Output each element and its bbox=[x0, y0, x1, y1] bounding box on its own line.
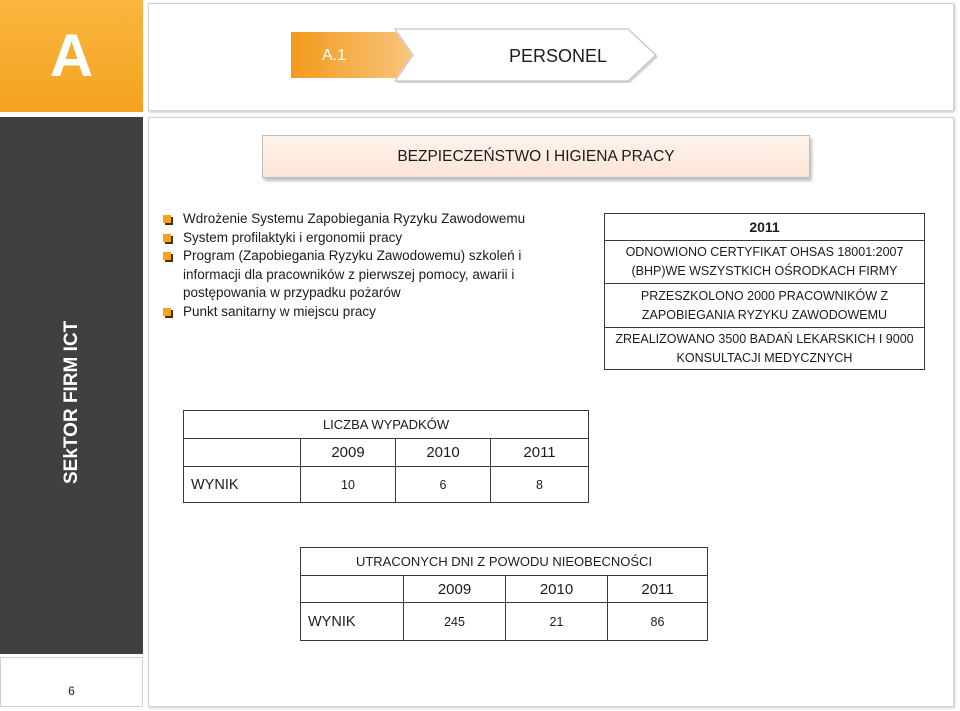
list-item-text: Wdrożenie Systemu Zapobiegania Ryzyku Zawodowemu bbox=[183, 211, 526, 226]
table-row bbox=[605, 241, 925, 284]
value-cell: 21 bbox=[506, 603, 608, 641]
achievements-table bbox=[604, 213, 925, 370]
year-header-cell: 2009 bbox=[404, 576, 506, 603]
table-row bbox=[301, 576, 708, 603]
section-letter: A bbox=[49, 22, 94, 89]
table-row bbox=[184, 467, 589, 503]
page-number: 6 bbox=[68, 684, 75, 698]
table-row bbox=[605, 328, 925, 370]
list-item-text: Punkt sanitarny w miejscu pracy bbox=[183, 303, 376, 319]
empty-corner-cell bbox=[301, 576, 404, 603]
achievement-item: PRZESZKOLONO 2000 PRACOWNIKÓW Z ZAPOBIEGANIA RYZYKU ZAWODOWEMU bbox=[605, 284, 925, 328]
row-label: WYNIK bbox=[301, 603, 404, 641]
accidents-table-title: LICZBA WYPADKÓW bbox=[184, 411, 589, 439]
list-item-text: Program (Zapobiegania Ryzyku Zawodowemu) szkoleń i informacji dla pracowników z pierwszej pomocy, awarii i postępowania w przypadku pożarów bbox=[183, 248, 522, 301]
table-row bbox=[605, 284, 925, 328]
achievement-item: ZREALIZOWANO 3500 BADAŃ LEKARSKICH I 9000 KONSULTACJI MEDYCZNYCH bbox=[605, 328, 925, 370]
empty-corner-cell bbox=[184, 439, 301, 467]
value-cell: 86 bbox=[608, 603, 708, 641]
section-letter-tile bbox=[0, 0, 143, 112]
year-header-cell: 2009 bbox=[301, 439, 396, 467]
absence-table-title: UTRACONYCH DNI Z POWODU NIEOBECNOŚCI bbox=[301, 548, 708, 576]
value-cell: 245 bbox=[404, 603, 506, 641]
value-cell: 6 bbox=[396, 467, 491, 503]
list-item bbox=[163, 303, 553, 322]
achievement-item: ODNOWIONO CERTYFIKAT OHSAS 18001:2007 (BHP)WE WSZYSTKICH OŚRODKACH FIRMY bbox=[605, 241, 925, 284]
square-bullet-icon bbox=[163, 252, 171, 260]
table-row bbox=[605, 214, 925, 241]
year-header-cell: 2011 bbox=[608, 576, 708, 603]
value-cell: 10 bbox=[301, 467, 396, 503]
page-number-box bbox=[0, 657, 143, 707]
page-title: BEZPIECZEŃSTWO I HIGIENA PRACY bbox=[262, 135, 810, 178]
table-row bbox=[301, 548, 708, 576]
year-header-cell: 2010 bbox=[396, 439, 491, 467]
square-bullet-icon bbox=[163, 234, 171, 242]
row-label: WYNIK bbox=[184, 467, 301, 503]
square-bullet-icon bbox=[163, 308, 171, 316]
accidents-table bbox=[183, 410, 589, 503]
list-item bbox=[163, 229, 553, 248]
table-row bbox=[184, 439, 589, 467]
list-item bbox=[163, 210, 553, 229]
achievements-year: 2011 bbox=[605, 214, 925, 241]
list-item bbox=[163, 247, 553, 303]
year-header-cell: 2010 bbox=[506, 576, 608, 603]
year-header-cell: 2011 bbox=[491, 439, 589, 467]
table-row bbox=[301, 603, 708, 641]
square-bullet-icon bbox=[163, 215, 171, 223]
value-cell: 8 bbox=[491, 467, 589, 503]
sidebar-vertical-title: SEkTOR FIRM ICT bbox=[61, 320, 82, 484]
list-item-text: System profilaktyki i ergonomii pracy bbox=[183, 229, 403, 245]
section-title: PERSONEL bbox=[508, 46, 608, 66]
section-code: A.1 bbox=[321, 47, 346, 64]
table-row bbox=[184, 411, 589, 439]
absence-table bbox=[300, 547, 708, 641]
bullet-list bbox=[163, 210, 553, 322]
